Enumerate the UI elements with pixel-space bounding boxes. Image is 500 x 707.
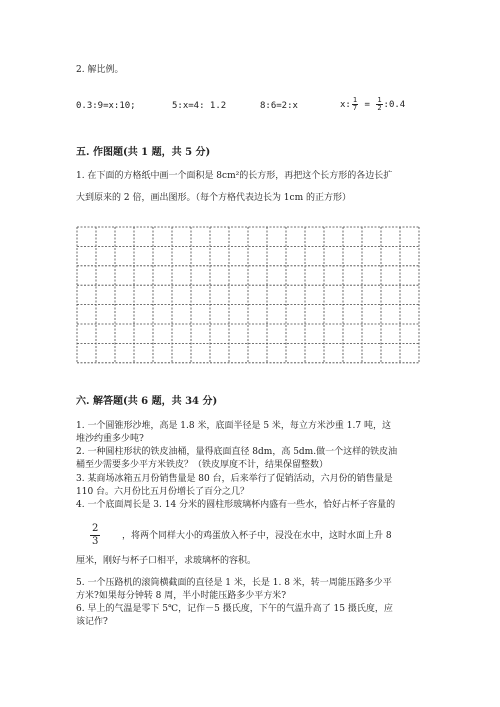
section-6-heading: 六. 解答题(共 6 题，共 34 分): [76, 396, 218, 407]
fraction-numerator: 2: [92, 523, 99, 534]
q6-line-10: 6. 早上的气温是零下 5℃，记作－5 摄氏度，下午的气温升高了 15 摄氏度，应: [76, 604, 393, 614]
fraction-two-thirds: [90, 523, 100, 548]
q6-line-3: 2. 一种圆柱形状的铁皮油桶，量得底面直径 8dm，高 5dm.做一个这样的铁皮油: [76, 447, 398, 457]
ratio-problem-4: [340, 97, 405, 112]
fraction-one-half: $\frac{1}{2}$: [377, 96, 382, 112]
ratio4-suffix: :0.4: [383, 100, 406, 110]
q5-1-line-1: 1. 在下面的方格纸中画一个面积是 8cm²的长方形，再把这个长方形的各边长扩: [76, 171, 393, 181]
ratio-problem-3: 8:6=2:x: [260, 101, 298, 111]
ratio-problem-1: 0.3:9=x:10;: [76, 101, 136, 111]
square-grid-paper[interactable]: [76, 226, 420, 366]
q6-line-7: 4. 一个底面周长是 3. 14 分米的圆柱形玻璃杯内盛有一些水，恰好占杯子容量的: [76, 500, 396, 510]
q6-line-5: 3. 某商场冰箱五月份销售量是 80 台，后来举行了促销活动，六月份的销售量是: [76, 474, 393, 484]
q6-line-2: 堆沙约重多少吨?: [76, 434, 144, 444]
ratio4-prefix: x:: [340, 100, 351, 110]
q6-line-11: 该记作?: [76, 617, 108, 627]
fraction-one-seventh: $\frac{1}{7}$: [352, 96, 358, 112]
section-5-heading: 五. 作图题(共 1 题，共 5 分): [76, 147, 211, 158]
ratio4-equals: =: [359, 100, 376, 110]
q6-line-9: 方米?如果每分钟转 8 周，半小时能压路多少平方米?: [76, 591, 287, 601]
q6-line-8: 5. 一个压路机的滚筒横截面的直径是 1 米，长是 1. 8 米，转一周能压路多少平: [76, 578, 392, 588]
q6-line-6: 110 台。六月份比五月份增长了百分之几？: [76, 487, 250, 497]
q6-4-continuation-1: ，将两个同样大小的鸡蛋放入杯子中，浸没在水中，这时水面上升 8: [122, 531, 392, 541]
q6-line-4: 桶至少需要多少平方米铁皮？（铁皮厚度不计，结果保留整数）: [76, 460, 329, 470]
section-2-title: 2. 解比例。: [76, 65, 124, 75]
q6-4-continuation-2: 厘米，刚好与杯子口相平，求玻璃杯的容积。: [76, 556, 257, 566]
q5-1-line-2: 大到原来的 2 倍，画出图形。（每个方格代表边长为 1cm 的正方形）: [76, 193, 351, 203]
q6-line-1: 1. 一个圆锥形沙堆，高是 1.8 米，底面半径是 5 米，每立方米沙重 1.7 吨，这: [76, 421, 391, 431]
ratio-problem-2: 5:x=4: 1.2: [172, 101, 227, 111]
fraction-denominator: 3: [92, 536, 99, 547]
